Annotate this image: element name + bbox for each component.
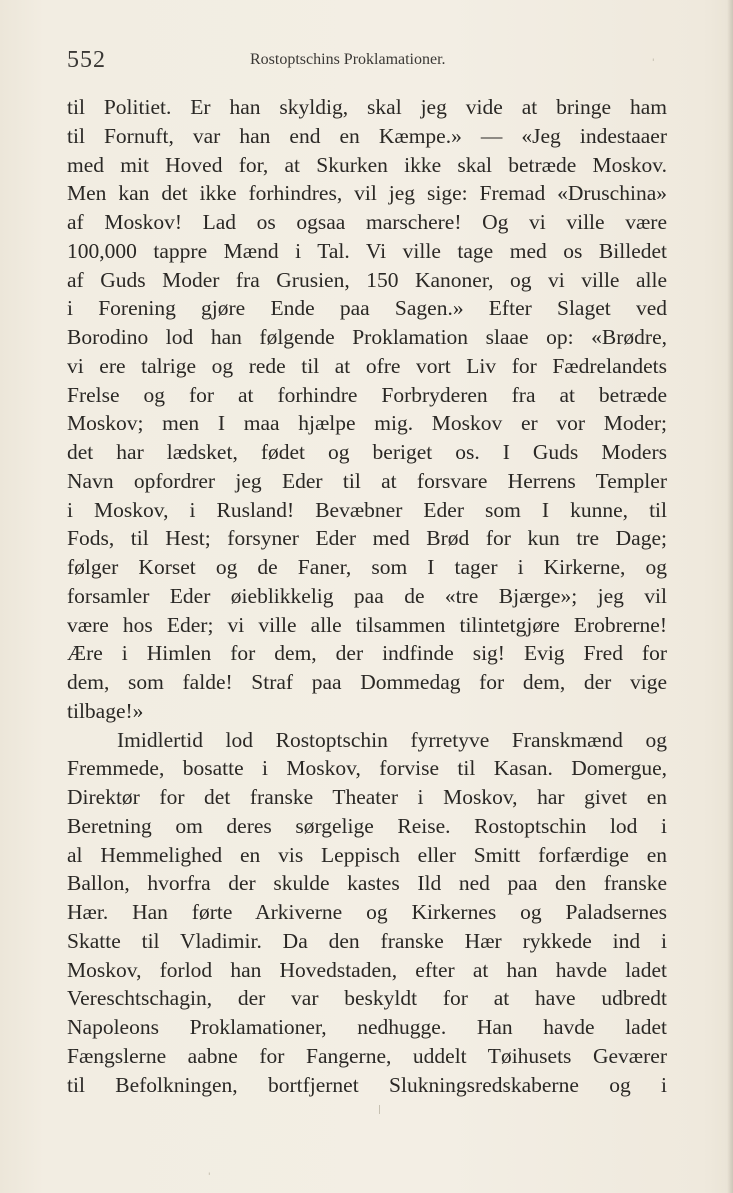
text-line: det har lædsket, fødet og beriget os. I Guds Moders: [67, 440, 667, 464]
text-line: til Politiet. Er han skyldig, skal jeg vide at bringe ham: [67, 95, 667, 119]
text-line: Vereschtschagin, der var beskyldt for at have udbredt: [67, 986, 667, 1011]
text-line: forsamler Eder øieblikkelig paa de «tre Bjærge»; jeg vil: [67, 583, 667, 608]
text-line: Ballon, hvorfra der skulde kastes Ild ned paa den franske: [67, 871, 667, 896]
page-edge: [727, 0, 733, 1193]
text-line: af Guds Moder fra Grusien, 150 Kanoner, og vi ville alle: [67, 267, 667, 292]
text-line: Frelse og for at forhindre Forbryderen fra at betræde: [67, 382, 667, 407]
text-line: vi ere talrige og rede til at ofre vort Liv for Fædrelandets: [67, 353, 667, 378]
text-line: dem, som falde! Straf paa Dommedag for dem, der vige: [67, 670, 667, 694]
text-line: Borodino lod han følgende Proklamation slaae op: «Brødre,: [67, 325, 667, 349]
text-line: Men kan det ikke forhindres, vil jeg sige: Fremad «Druschina»: [67, 181, 667, 206]
text-line: Napoleons Proklamationer, nedhugge. Han havde ladet: [67, 1015, 667, 1039]
text-line: Navn opfordrer jeg Eder til at forsvare Herrens Templer: [67, 468, 667, 493]
text-line: med mit Hoved for, at Skurken ikke skal betræde Moskov.: [67, 152, 667, 177]
text-line: være hos Eder; vi ville alle tilsammen tilintetgjøre Erobrerne!: [67, 612, 667, 637]
text-line: Direktør for det franske Theater i Moskov, har givet en: [67, 785, 667, 809]
text-line: i Forening gjøre Ende paa Sagen.» Efter Slaget ved: [67, 296, 667, 321]
text-line: af Moskov! Lad os ogsaa marschere! Og vi ville være: [67, 210, 667, 234]
text-line: til Fornuft, var han end en Kæmpe.» — «Jeg indestaaer: [67, 123, 667, 148]
text-line: til Befolkningen, bortfjernet Slukningsredskaberne og i: [67, 1072, 667, 1097]
paper-speck: |: [378, 1105, 382, 1115]
text-line: Ære i Himlen for dem, der indfinde sig! Evig Fred for: [67, 641, 667, 666]
text-line: i Moskov, i Rusland! Bevæbner Eder som I kunne, til: [67, 497, 667, 522]
page-header: [67, 47, 667, 77]
text-line: Fods, til Hest; forsyner Eder med Brød for kun tre Dage;: [67, 526, 667, 551]
text-line: følger Korset og de Faner, som I tager i Kirkerne, og: [67, 555, 667, 579]
running-head: Rostoptschins Proklamationer.: [250, 51, 446, 68]
text-line: tilbage!»: [67, 698, 144, 723]
text-line: Beretning om deres sørgelige Reise. Rostoptschin lod i: [67, 813, 667, 838]
text-line: Moskov, forlod han Hovedstaden, efter at han havde ladet: [67, 957, 667, 982]
text-line: 100,000 tappre Mænd i Tal. Vi ville tage med os Billedet: [67, 238, 667, 263]
paper-speck: ': [652, 58, 655, 68]
text-line: Skatte til Vladimir. Da den franske Hær rykkede ind i: [67, 928, 667, 953]
text-line: al Hemmelighed en vis Leppisch eller Smitt forfærdige en: [67, 842, 667, 867]
text-line: Fængslerne aabne for Fangerne, uddelt Tøihusets Geværer: [67, 1043, 667, 1068]
text-line: Moskov; men I maa hjælpe mig. Moskov er vor Moder;: [67, 411, 667, 436]
page-number: 552: [67, 47, 106, 73]
text-line: Hær. Han førte Arkiverne og Kirkernes og Paladsernes: [67, 900, 667, 924]
paper-speck: ': [208, 1172, 211, 1182]
paragraph-start-line: Imidlertid lod Rostoptschin fyrretyve Franskmænd og: [117, 727, 667, 752]
text-line: Fremmede, bosatte i Moskov, forvise til Kasan. Domergue,: [67, 756, 667, 781]
body-text: [67, 93, 667, 1099]
